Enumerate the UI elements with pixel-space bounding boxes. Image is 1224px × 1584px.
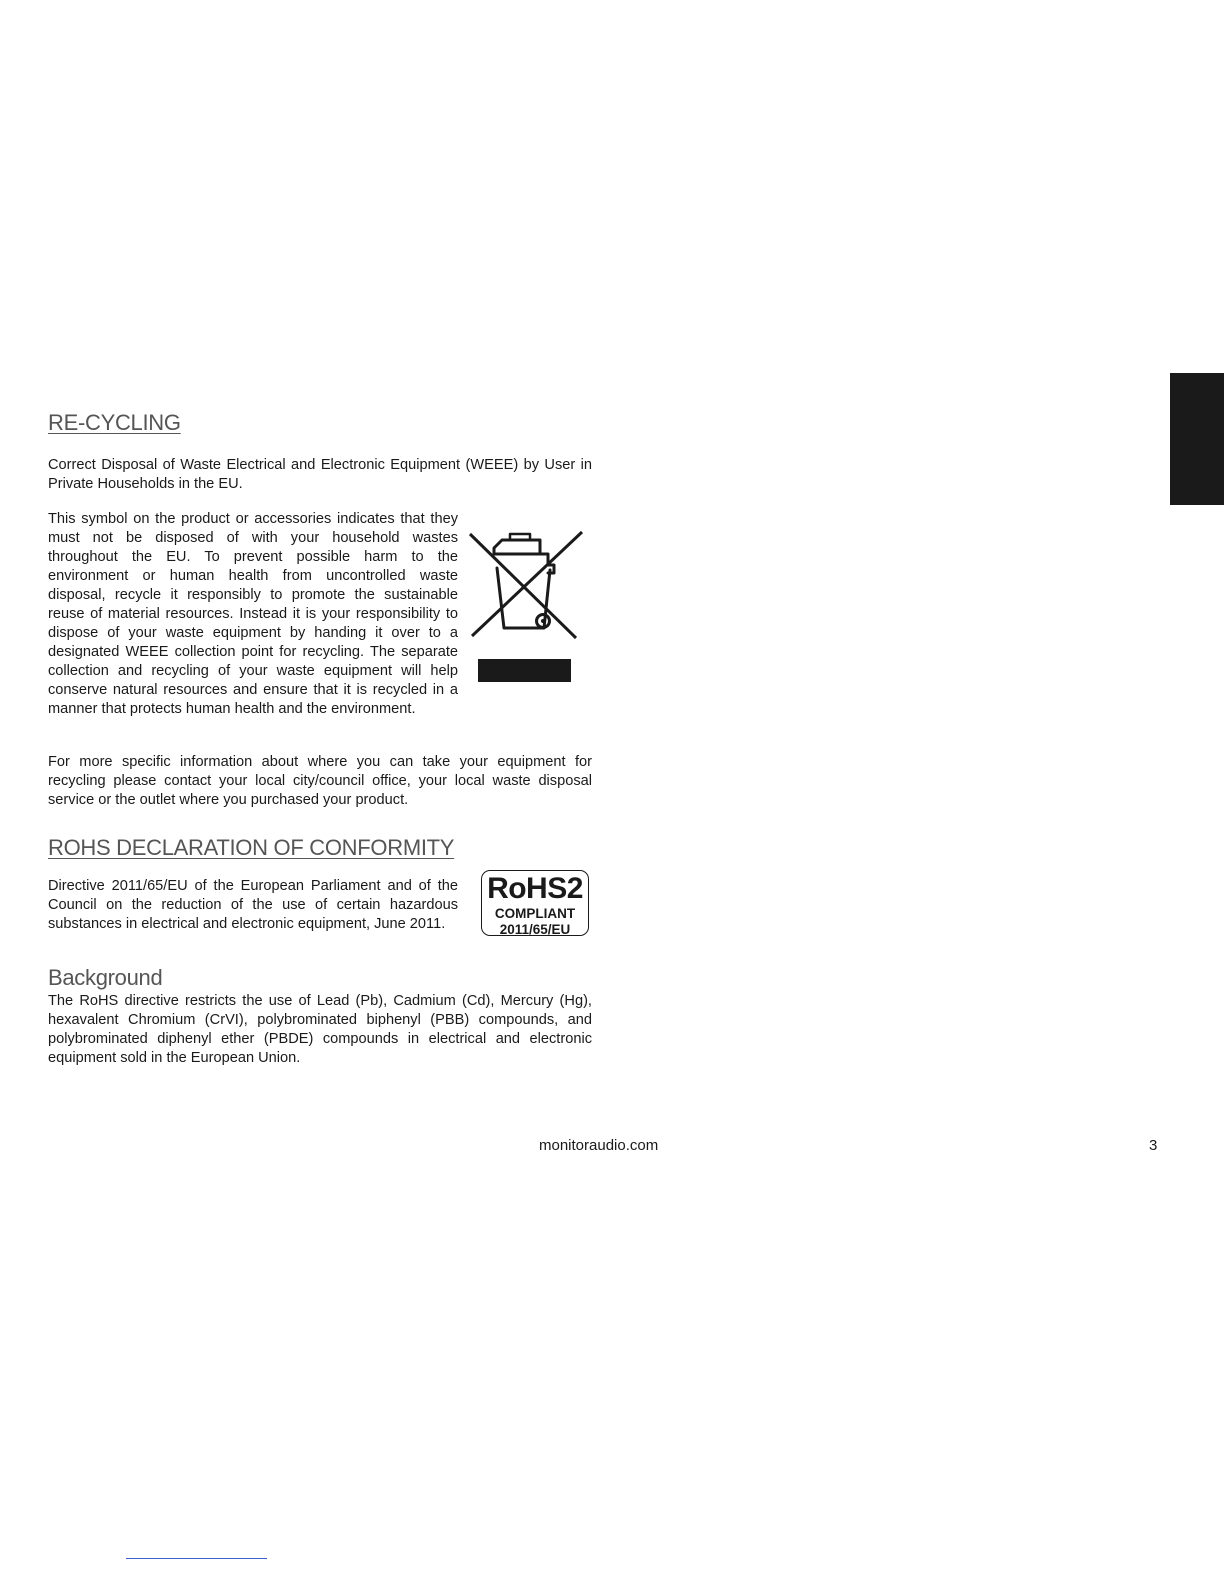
bottom-rule xyxy=(126,1558,267,1559)
badge-directive: 2011/65/EU xyxy=(499,921,571,937)
rohs2-compliant-badge xyxy=(481,870,589,936)
background-text: The RoHS directive restricts the use of Lead (Pb), Cadmium (Cd), Mercury (Hg), hexavalent Chromium (CrVI), polybrominated biphenyl (PBB) compounds, and polybrominated diphenyl ether (PBDE) compounds in electrical and electronic equipment sold in the European Union. xyxy=(48,993,592,1066)
side-tab-marker xyxy=(1170,373,1224,505)
recycling-more-info: For more specific information about where you can take your equipment for recycling please contact your local city/council office, your local waste disposal service or the outlet where you purchased your product. xyxy=(48,754,592,808)
recycling-body: This symbol on the product or accessories indicates that they must not be disposed of with your household wastes throughout the EU. To prevent possible harm to the environment or human health from uncontrolled waste disposal, recycle it responsibly to promote the sustainable reuse of material resources. Instead it is your responsibility to dispose of your waste equipment by handing it over to a designated WEEE collection point for recycling. The separate collection and recycling of your waste equipment will help conserve natural resources and ensure that it is recycled in a manner that protects human health and the environment. xyxy=(48,511,458,717)
recycling-intro: Correct Disposal of Waste Electrical and Electronic Equipment (WEEE) by User in Private Households in the EU. xyxy=(48,457,592,492)
background-heading: Background xyxy=(48,965,163,990)
rohs-heading: ROHS DECLARATION OF CONFORMITY xyxy=(48,835,455,860)
footer-url: monitoraudio.com xyxy=(539,1137,659,1154)
rohs-directive: Directive 2011/65/EU of the European Parliament and of the Council on the reduction of the use of certain hazardous substances in electrical and electronic equipment, June 2011. xyxy=(48,878,458,932)
badge-title: RoHS2 xyxy=(487,872,583,905)
crossed-out-wheelie-bin-icon xyxy=(466,524,586,646)
recycling-heading: RE-CYCLING xyxy=(48,410,181,435)
page-number: 3 xyxy=(1149,1137,1158,1154)
badge-compliant: COMPLIANT xyxy=(494,906,576,921)
weee-symbol xyxy=(466,524,586,651)
weee-black-bar xyxy=(478,659,571,682)
